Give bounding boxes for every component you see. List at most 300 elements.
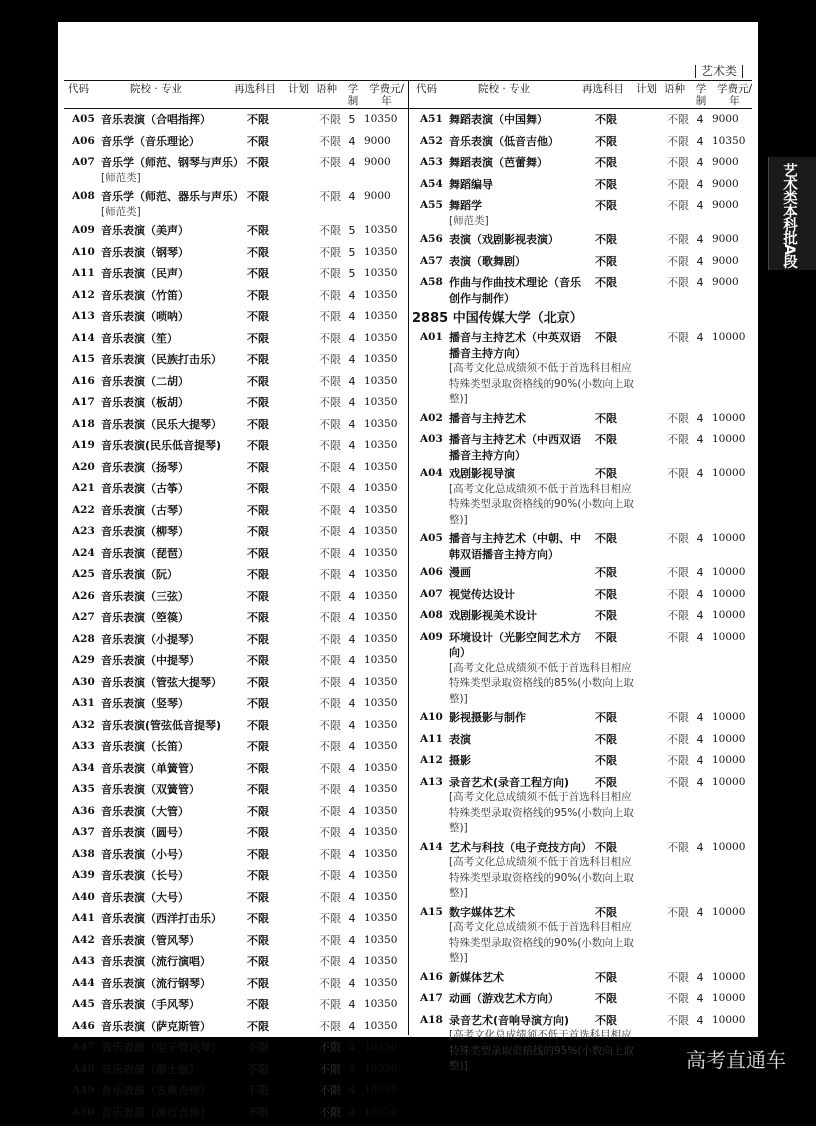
- side-tab-text: 艺术类本科批A段: [781, 163, 797, 268]
- tuition-fee: 10350: [364, 675, 398, 688]
- table-row: [64, 589, 406, 608]
- table-row: [64, 245, 406, 264]
- study-years: 4: [348, 190, 356, 203]
- language-requirement: 不限: [667, 199, 689, 212]
- table-header-right: [412, 82, 754, 108]
- program-name: 影视摄影与制作: [449, 711, 526, 724]
- header-years: 学制: [347, 83, 359, 107]
- tuition-fee: 10350: [364, 697, 398, 709]
- language-requirement: 不限: [667, 840, 689, 854]
- tuition-fee: 10000: [712, 566, 746, 578]
- program-code: A19: [72, 439, 95, 451]
- tuition-fee: 10350: [364, 890, 398, 903]
- tuition-fee: 10350: [364, 1084, 398, 1096]
- tuition-fee: 10350: [364, 589, 398, 602]
- subject-requirement: 不限: [247, 460, 269, 474]
- program-name: 播音与主持艺术（中英双语播音主持方向）: [449, 331, 581, 360]
- subject-requirement: 不限: [247, 697, 269, 710]
- study-years: 4: [348, 761, 356, 775]
- subject-requirement: 不限: [595, 775, 617, 789]
- table-row: [64, 1040, 406, 1059]
- subject-requirement: 不限: [247, 998, 269, 1011]
- table-row: [64, 782, 406, 801]
- program-name: 音乐学（师范、器乐与声乐）: [101, 190, 244, 203]
- table-row: [64, 374, 406, 393]
- table-row: [64, 632, 406, 651]
- tuition-fee: 10350: [364, 331, 398, 344]
- table-row: [64, 438, 406, 457]
- study-years: 5: [348, 267, 356, 280]
- table-row: [64, 503, 406, 522]
- table-row: [64, 395, 406, 414]
- language-requirement: 不限: [319, 697, 341, 710]
- program-name: 新媒体艺术: [449, 970, 504, 984]
- table-row: [64, 223, 406, 242]
- tuition-fee: 9000: [364, 156, 391, 168]
- language-requirement: 不限: [319, 1019, 341, 1033]
- side-section-tab: [768, 157, 816, 270]
- tuition-fee: 10350: [364, 224, 398, 236]
- table-row: [64, 417, 406, 436]
- program-name: 音乐表演（低音吉他）: [449, 134, 559, 148]
- language-requirement: 不限: [667, 113, 689, 126]
- tuition-fee: 10350: [364, 525, 398, 537]
- subject-requirement: 不限: [247, 134, 269, 148]
- program-name: 音乐表演（板胡）: [101, 396, 189, 409]
- subject-requirement: 不限: [247, 525, 269, 538]
- program-code: A07: [420, 587, 443, 600]
- program-name: 舞蹈学: [449, 199, 482, 212]
- table-row: [412, 732, 754, 751]
- subject-requirement: 不限: [595, 905, 617, 919]
- program-note: [师范类]: [101, 171, 141, 184]
- program-name: 戏剧影视导演: [449, 467, 515, 480]
- program-name: 音乐表演（钢琴）: [101, 245, 189, 259]
- program-code: A11: [72, 267, 95, 279]
- table-row: [412, 710, 754, 729]
- program-note: [高考文化总成绩须不低于首选科目相应特殊类型录取资格线的90%(小数向上取整)]: [449, 856, 634, 899]
- tuition-fee: 10350: [364, 1041, 398, 1053]
- table-row: [412, 254, 754, 273]
- subject-requirement: 不限: [247, 933, 269, 947]
- language-requirement: 不限: [667, 177, 689, 191]
- language-requirement: 不限: [319, 396, 341, 409]
- program-name: 录音艺术(音响导演方向): [449, 1013, 570, 1027]
- program-code: A40: [72, 890, 95, 903]
- study-years: 4: [348, 1105, 356, 1119]
- tuition-fee: 10350: [364, 417, 398, 430]
- program-code: A09: [420, 630, 443, 643]
- study-years: 4: [696, 711, 704, 724]
- program-name: 播音与主持艺术（中朝、中韩双语播音主持方向）: [449, 532, 581, 561]
- subject-requirement: 不限: [247, 1084, 269, 1097]
- tuition-fee: 10000: [712, 732, 746, 745]
- subject-requirement: 不限: [247, 783, 269, 796]
- table-row: [412, 134, 754, 153]
- table-row: [64, 567, 406, 586]
- language-requirement: 不限: [319, 632, 341, 646]
- study-years: 4: [696, 609, 704, 622]
- program-name: 播音与主持艺术: [449, 411, 526, 425]
- language-requirement: 不限: [319, 503, 341, 517]
- subject-requirement: 不限: [595, 156, 617, 169]
- program-name: 音乐表演（古筝）: [101, 482, 189, 495]
- program-name: 音乐表演（爵士鼓）: [101, 1062, 200, 1076]
- program-name: 音乐表演（竹笛）: [101, 288, 189, 302]
- study-years: 4: [348, 568, 356, 581]
- language-requirement: 不限: [319, 1062, 341, 1076]
- program-code: A39: [72, 869, 95, 881]
- program-note: [师范类]: [101, 205, 141, 218]
- tuition-fee: 10350: [364, 632, 398, 645]
- language-requirement: 不限: [667, 134, 689, 148]
- program-name: 音乐表演（圆号）: [101, 826, 189, 839]
- language-requirement: 不限: [667, 609, 689, 622]
- study-years: 4: [696, 233, 704, 246]
- tuition-fee: 10350: [364, 912, 398, 924]
- language-requirement: 不限: [319, 933, 341, 947]
- table-row: [64, 1083, 406, 1102]
- language-requirement: 不限: [319, 267, 341, 280]
- language-requirement: 不限: [319, 826, 341, 839]
- program-name: 音乐表演（竖琴）: [101, 697, 189, 710]
- table-row: [412, 970, 754, 989]
- program-code: A31: [72, 697, 95, 709]
- language-requirement: 不限: [319, 847, 341, 861]
- table-row: [412, 232, 754, 251]
- program-name: 舞蹈表演（芭蕾舞）: [449, 156, 548, 169]
- language-requirement: 不限: [667, 411, 689, 425]
- study-years: 4: [348, 1041, 356, 1054]
- tuition-fee: 10350: [364, 740, 398, 752]
- study-years: 4: [348, 912, 356, 925]
- language-requirement: 不限: [319, 568, 341, 581]
- subject-requirement: 不限: [595, 433, 617, 446]
- language-requirement: 不限: [667, 156, 689, 169]
- program-code: A51: [420, 113, 443, 125]
- language-requirement: 不限: [667, 775, 689, 789]
- program-name: 音乐学（音乐理论）: [101, 134, 200, 148]
- program-name: 舞蹈表演（中国舞）: [449, 113, 548, 126]
- program-name: 作曲与作曲技术理论（音乐创作与制作）: [449, 276, 581, 305]
- program-name: 音乐表演（流行钢琴）: [101, 976, 211, 990]
- subject-requirement: 不限: [247, 654, 269, 667]
- study-years: 4: [348, 396, 356, 409]
- subject-requirement: 不限: [595, 711, 617, 724]
- tuition-fee: 10350: [364, 568, 398, 580]
- study-years: 4: [696, 113, 704, 126]
- program-name: 音乐表演（唢呐）: [101, 310, 189, 323]
- program-name: 音乐学（师范、钢琴与声乐）: [101, 156, 244, 169]
- language-requirement: 不限: [319, 460, 341, 474]
- study-years: 4: [696, 754, 704, 767]
- subject-requirement: 不限: [247, 267, 269, 280]
- program-code: A18: [420, 1013, 443, 1026]
- table-row: [64, 933, 406, 952]
- tuition-fee: 10350: [364, 374, 398, 387]
- study-years: 4: [696, 199, 704, 212]
- program-name: 音乐表演（美声）: [101, 224, 189, 237]
- tuition-fee: 10000: [712, 775, 746, 788]
- study-years: 4: [696, 254, 704, 268]
- study-years: 4: [696, 467, 704, 480]
- program-code: A34: [72, 761, 95, 774]
- program-name: 音乐表演（小提琴）: [101, 632, 200, 646]
- study-years: 4: [696, 587, 704, 601]
- subject-requirement: 不限: [247, 568, 269, 581]
- column-divider: [408, 80, 409, 1035]
- study-years: 4: [348, 976, 356, 990]
- tuition-fee: 10350: [364, 783, 398, 795]
- subject-requirement: 不限: [247, 912, 269, 925]
- program-name: 音乐表演（电子管风琴）: [101, 1041, 222, 1054]
- language-requirement: 不限: [667, 992, 689, 1005]
- study-years: 4: [348, 998, 356, 1011]
- program-code: A49: [72, 1084, 95, 1096]
- subject-requirement: 不限: [247, 589, 269, 603]
- study-years: 4: [348, 417, 356, 431]
- subject-requirement: 不限: [595, 992, 617, 1005]
- subject-requirement: 不限: [595, 411, 617, 425]
- language-requirement: 不限: [319, 224, 341, 237]
- subject-requirement: 不限: [595, 199, 617, 212]
- subject-requirement: 不限: [247, 955, 269, 968]
- study-years: 4: [348, 804, 356, 818]
- subject-requirement: 不限: [247, 761, 269, 775]
- program-code: A15: [72, 353, 95, 365]
- program-code: A06: [420, 566, 443, 578]
- header-subject: 再选科目: [234, 83, 276, 95]
- tuition-fee: 10350: [364, 955, 398, 967]
- subject-requirement: 不限: [247, 331, 269, 345]
- study-years: 4: [348, 482, 356, 495]
- table-row: [64, 847, 406, 866]
- language-requirement: 不限: [667, 566, 689, 579]
- program-code: A10: [420, 711, 443, 723]
- program-name: 漫画: [449, 566, 471, 579]
- language-requirement: 不限: [319, 331, 341, 345]
- table-row: [412, 177, 754, 196]
- study-years: 4: [348, 546, 356, 560]
- program-note: [高考文化总成绩须不低于首选科目相应特殊类型录取资格线的95%(小数向上取整)]: [449, 791, 634, 834]
- table-row: [412, 608, 754, 627]
- subject-requirement: 不限: [247, 1062, 269, 1076]
- language-requirement: 不限: [667, 467, 689, 480]
- study-years: 4: [348, 439, 356, 452]
- program-code: A41: [72, 912, 95, 924]
- study-years: 4: [696, 992, 704, 1005]
- program-code: A11: [420, 732, 443, 745]
- study-years: 4: [348, 869, 356, 882]
- table-row: [412, 275, 754, 306]
- study-years: 4: [348, 503, 356, 517]
- subject-requirement: 不限: [247, 417, 269, 431]
- table-row: [64, 481, 406, 500]
- table-row: [64, 976, 406, 995]
- tuition-fee: 10350: [364, 761, 398, 774]
- header-school: 院校 · 专业: [478, 83, 531, 95]
- subject-requirement: 不限: [247, 1105, 269, 1119]
- tuition-fee: 9000: [712, 254, 739, 267]
- program-code: A54: [420, 177, 443, 190]
- program-code: A16: [420, 970, 443, 983]
- study-years: 4: [348, 589, 356, 603]
- study-years: 4: [696, 840, 704, 854]
- study-years: 4: [348, 697, 356, 710]
- table-row: [412, 466, 754, 528]
- program-code: A23: [72, 525, 95, 537]
- subject-requirement: 不限: [247, 976, 269, 990]
- language-requirement: 不限: [319, 998, 341, 1011]
- table-row: [64, 825, 406, 844]
- right-rows-b: [412, 330, 754, 1075]
- subject-requirement: 不限: [247, 826, 269, 839]
- program-code: A42: [72, 933, 95, 946]
- table-row: [64, 331, 406, 350]
- table-row: [64, 718, 406, 737]
- watermark: [686, 1044, 786, 1073]
- study-years: 4: [696, 630, 704, 644]
- language-requirement: 不限: [667, 587, 689, 601]
- table-row: [412, 775, 754, 837]
- table-row: [64, 266, 406, 285]
- program-code: A30: [72, 675, 95, 688]
- program-name: 视觉传达设计: [449, 587, 515, 601]
- study-years: 4: [696, 177, 704, 191]
- language-requirement: 不限: [319, 869, 341, 882]
- header-plan: 计划: [636, 83, 657, 95]
- tuition-fee: 10350: [364, 267, 398, 279]
- program-name: 音乐表演（合唱指挥）: [101, 113, 211, 126]
- program-name: 表演（戏剧影视表演）: [449, 233, 559, 246]
- study-years: 4: [696, 775, 704, 789]
- subject-requirement: 不限: [247, 288, 269, 302]
- study-years: 4: [348, 134, 356, 148]
- subject-requirement: 不限: [595, 609, 617, 622]
- language-requirement: 不限: [319, 976, 341, 990]
- tuition-fee: 10000: [712, 411, 746, 424]
- table-row: [64, 1105, 406, 1124]
- study-years: 4: [348, 525, 356, 538]
- table-row: [412, 330, 754, 408]
- subject-requirement: 不限: [247, 847, 269, 861]
- program-name: 录音艺术(录音工程方向): [449, 775, 570, 789]
- tuition-fee: 10350: [364, 460, 398, 473]
- subject-requirement: 不限: [595, 587, 617, 601]
- subject-requirement: 不限: [595, 532, 617, 545]
- subject-requirement: 不限: [247, 869, 269, 882]
- subject-requirement: 不限: [595, 732, 617, 746]
- program-name: 音乐表演（笙）: [101, 331, 178, 345]
- left-column: [64, 82, 406, 1126]
- subject-requirement: 不限: [595, 970, 617, 984]
- program-code: A38: [72, 847, 95, 860]
- program-code: A43: [72, 955, 95, 967]
- language-requirement: 不限: [319, 353, 341, 366]
- program-code: A18: [72, 417, 95, 430]
- tuition-fee: 10350: [364, 1019, 398, 1032]
- subject-requirement: 不限: [595, 113, 617, 126]
- language-requirement: 不限: [667, 905, 689, 919]
- program-code: A50: [72, 1105, 95, 1118]
- program-name: 表演（歌舞剧）: [449, 254, 526, 268]
- table-row: [412, 112, 754, 131]
- program-name: 音乐表演（长笛）: [101, 740, 189, 753]
- tuition-fee: 10000: [712, 532, 746, 544]
- subject-requirement: 不限: [595, 177, 617, 191]
- subject-requirement: 不限: [595, 254, 617, 268]
- subject-requirement: 不限: [247, 353, 269, 366]
- study-years: 4: [696, 566, 704, 579]
- subject-requirement: 不限: [247, 374, 269, 388]
- study-years: 4: [696, 970, 704, 984]
- school-heading: 2885 中国传媒大学（北京）: [412, 311, 583, 326]
- program-code: A16: [72, 374, 95, 387]
- language-requirement: 不限: [319, 288, 341, 302]
- program-code: A36: [72, 804, 95, 817]
- program-name: 动画（游戏艺术方向）: [449, 992, 559, 1005]
- table-row: [412, 198, 754, 229]
- study-years: 4: [348, 1019, 356, 1033]
- tuition-fee: 10350: [364, 869, 398, 881]
- subject-requirement: 不限: [247, 890, 269, 904]
- program-code: A58: [420, 276, 443, 288]
- table-row: [64, 1062, 406, 1081]
- study-years: 4: [696, 532, 704, 545]
- table-header-left: [64, 82, 406, 108]
- program-name: 音乐表演（民乐大提琴）: [101, 417, 222, 431]
- tuition-fee: 10000: [712, 630, 746, 643]
- subject-requirement: 不限: [247, 190, 269, 203]
- table-row: [412, 531, 754, 562]
- study-years: 4: [348, 310, 356, 323]
- table-row: [64, 155, 406, 186]
- table-row: [412, 753, 754, 772]
- program-name: 播音与主持艺术（中西双语播音主持方向）: [449, 433, 581, 462]
- program-note: [师范类]: [449, 214, 489, 227]
- subject-requirement: 不限: [595, 233, 617, 246]
- program-code: A44: [72, 976, 95, 989]
- tuition-fee: 10350: [364, 113, 398, 125]
- study-years: 4: [348, 374, 356, 388]
- language-requirement: 不限: [319, 190, 341, 203]
- program-code: A29: [72, 654, 95, 666]
- tuition-fee: 10000: [712, 905, 746, 918]
- program-code: A20: [72, 460, 95, 473]
- language-requirement: 不限: [667, 1013, 689, 1027]
- tuition-fee: 10350: [364, 654, 398, 666]
- study-years: 4: [348, 288, 356, 302]
- language-requirement: 不限: [319, 783, 341, 796]
- study-years: 4: [348, 826, 356, 839]
- subject-requirement: 不限: [247, 245, 269, 259]
- header-language: 语种: [316, 83, 337, 95]
- program-code: A17: [72, 396, 95, 408]
- language-requirement: 不限: [667, 276, 689, 289]
- language-requirement: 不限: [319, 589, 341, 603]
- table-row: [64, 675, 406, 694]
- header-school: 院校 · 专业: [130, 83, 183, 95]
- language-requirement: 不限: [667, 532, 689, 545]
- tuition-fee: 9000: [364, 134, 391, 147]
- language-requirement: 不限: [667, 970, 689, 984]
- subject-requirement: 不限: [247, 611, 269, 624]
- right-column: [412, 82, 754, 1078]
- study-years: 4: [348, 890, 356, 904]
- program-code: A15: [420, 905, 443, 918]
- subject-requirement: 不限: [247, 310, 269, 323]
- table-row: [412, 411, 754, 430]
